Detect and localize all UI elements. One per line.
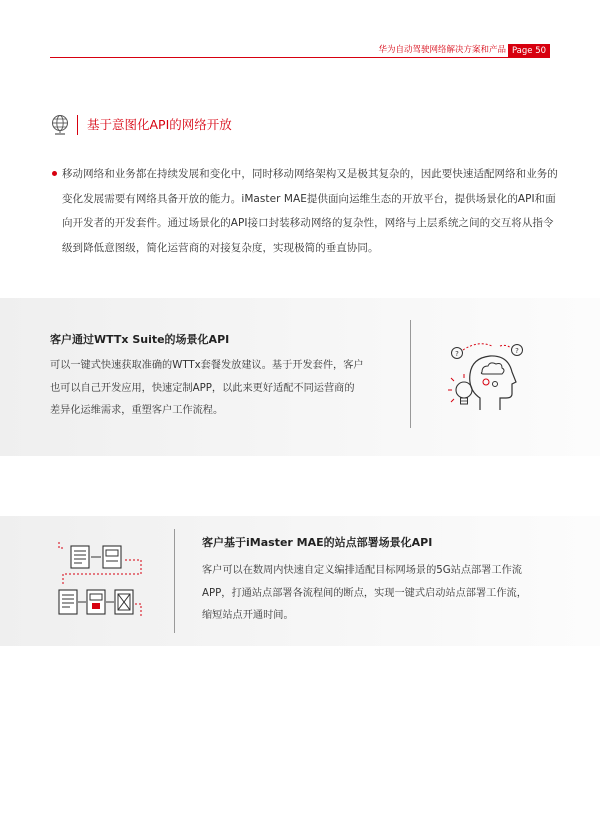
card-text-wttx xyxy=(50,355,402,423)
card-text-line: 缩短站点开通时间。 xyxy=(202,610,294,621)
header-rule xyxy=(50,57,550,58)
svg-text:?: ? xyxy=(455,350,459,358)
card-text-line: APP，打通站点部署各流程间的断点，实现一键式启动站点部署工作流， xyxy=(202,587,527,599)
svg-text:?: ? xyxy=(515,347,519,355)
card-text-site-deployment xyxy=(202,560,562,628)
card-text-line: 客户可以在数周内快速自定义编排适配目标网场景的5G站点部署工作流 xyxy=(202,565,522,576)
section-paragraph: 移动网络和业务都在持续发展和变化中，同时移动网络架构又是极其复杂的，因此要快速适配网络和业务的变化发展需要有网络具备开放的能力。iMaster MAE提供面向运维生态的开放平台，提供场景化的API和面向开发者的开发套件。通过场景化的API接口封装移动网络的复杂性，网络与上层系统之间的交互将从指令级到降低意图级，简化运营商的对接复杂度，实现极简的垂直协同。 xyxy=(62,168,558,254)
bullet-dot xyxy=(52,171,57,176)
page-number-badge: Page 50 xyxy=(508,44,550,58)
head-lightbulb-icon xyxy=(442,338,534,418)
globe-icon xyxy=(50,114,70,136)
card-text-line: 差异化运维需求，重塑客户工作流程。 xyxy=(50,405,224,416)
card-text-line: 可以一键式快速获取准确的WTTx套餐发放建议。基于开发套件，客户 xyxy=(50,360,364,371)
card-title-site-deployment: 客户基于iMaster MAE的站点部署场景化API xyxy=(202,536,433,549)
card-title-wttx: 客户通过WTTx Suite的场景化API xyxy=(50,333,230,346)
header-title: 华为自动驾驶网络解决方案和产品 xyxy=(378,45,506,55)
card-text-line: 也可以自己开发应用，快速定制APP，以此来更好适配不同运营商的 xyxy=(50,382,355,394)
card-divider xyxy=(174,529,175,633)
card-divider xyxy=(410,320,411,428)
section-divider xyxy=(77,115,78,135)
section-title: 基于意图化API的网络开放 xyxy=(87,117,232,132)
workflow-icon xyxy=(55,538,147,620)
